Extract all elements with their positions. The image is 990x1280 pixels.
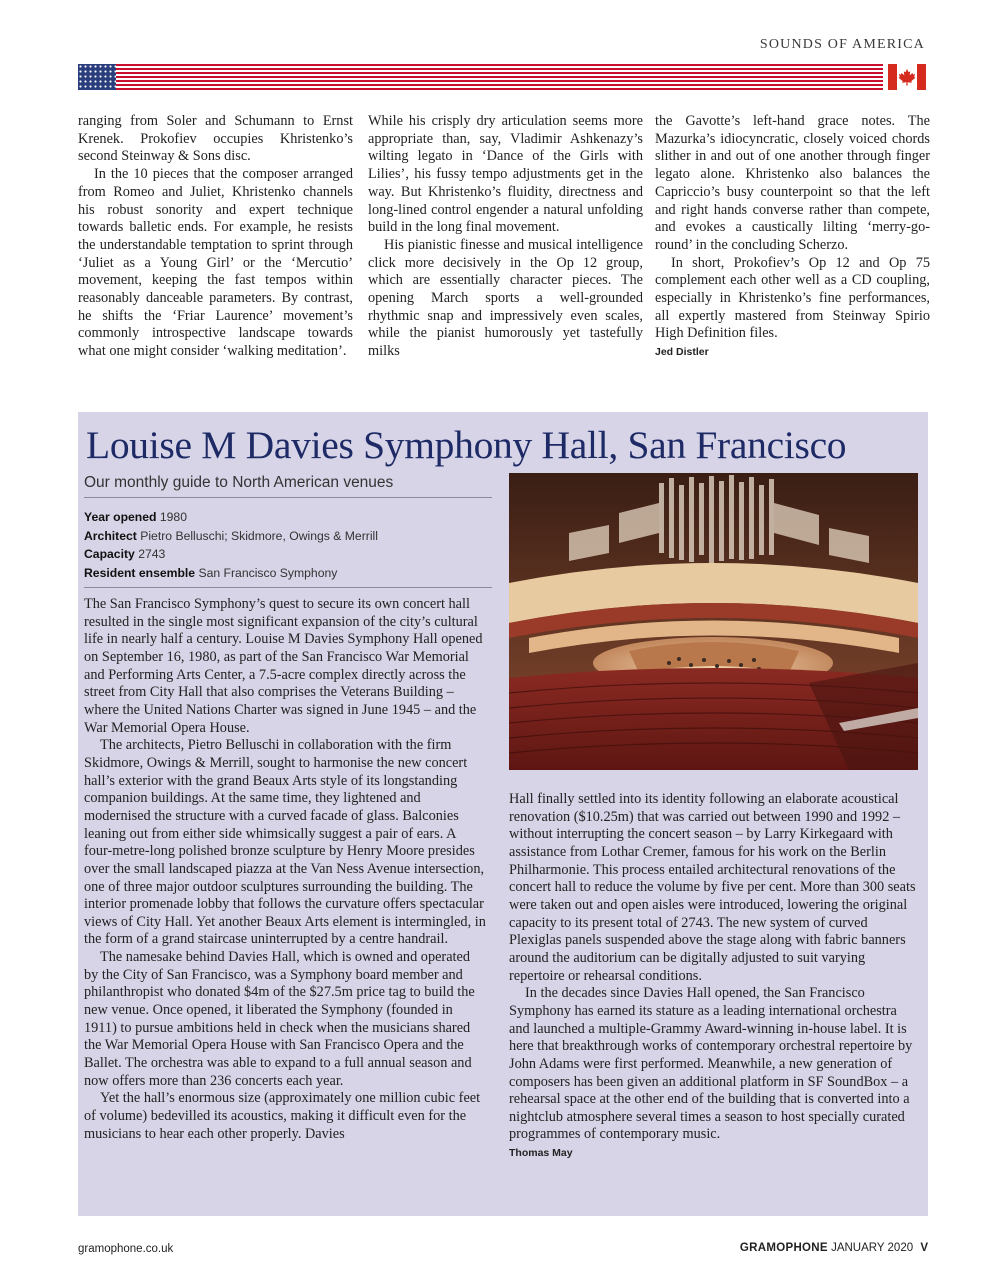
page-number: V [920,1242,928,1254]
footer-brand: GRAMOPHONE [739,1242,828,1254]
venue-paragraph: The architects, Pietro Belluschi in collaboration with the firm Skidmore, Owings & Merrill, sought to harmonise the new concert hall’s exterior with the grand Beaux Arts style of its longstanding companion buildings. At the same time, they lightened and modernised the structure with a curved facade of glass. Balconies leaning out from either side whimsically suggest a pair of ears. A four-metre-long polished bronze sculpture by Henry Moore presides over the small landscaped piazza at the Van Ness Avenue intersection, one of three major outdoor sculptures surrounding the building. The interior promenade lobby that follows the curvature offers spectacular views of City Hall. Yet another Beaux Arts element is intermingled, in the form of a grand staircase uninterrupted by a centre handrail. [84,737,486,948]
fact-resident-ensemble: Resident ensemble San Francisco Symphony [84,565,338,580]
review-paragraph: the Gavotte’s left-hand grace notes. The Mazurka’s idiocyncratic, closely voiced chords slither in and out of one another through finger legato alone. Khristenko also balances the Capriccio’s busy counterpoint so that the left and right hands converse rather than compete, and evokes a caustically lilting ‘merry-go-round’ in the concluding Scherzo. [655,113,930,253]
venue-subtitle: Our monthly guide to North American venues [84,474,492,498]
venue-facts [84,508,492,588]
review-column-2 [368,113,643,361]
venue-paragraph: Yet the hall’s enormous size (approximately one million cubic feet of volume) bedevilled its acoustics, making it difficult even for the musicians to hear each other properly. Davies [84,1090,481,1142]
venue-title: Louise M Davies Symphony Hall, San Francisco [86,423,847,467]
footer-website: gramophone.co.uk [78,1243,174,1255]
fact-capacity: Capacity 2743 [84,547,166,561]
review-column-1 [78,113,353,361]
fact-year-opened: Year opened 1980 [84,510,187,524]
footer-issue [740,1242,928,1254]
fact-architect: Architect Pietro Belluschi; Skidmore, Owings & Merrill [84,528,378,543]
review-paragraph: In the 10 pieces that the composer arranged from Romeo and Juliet, Khristenko channels his robust sonority and expert technique towards balletic ends. For example, he resists the understandable temptation to sprint through ‘Juliet as a Young Girl’ or the ‘Mercutio’ movement, keeping the fast tempos within reasonably danceable parameters. By contrast, he shifts the ‘Friar Laurence’ movement’s commonly introspective landscape towards what one might consider ‘walking meditation’. [78,166,353,360]
review-paragraph: In short, Prokofiev’s Op 12 and Op 75 complement each other well as a CD coupling, especially in Khristenko’s fine performances, all expertly mastered from Steinway Spirio High Definition files. [655,254,930,342]
section-title: SOUNDS OF AMERICA [759,37,925,52]
review-byline: Jed Distler [655,346,709,359]
review-column-3 [655,113,930,362]
concert-hall-interior-photo [509,473,918,770]
us-flag-icon [78,64,883,90]
review-paragraph: His pianistic finesse and musical intelligence click more decisively in the Op 12 group, which are essentially character pieces. The opening March sports a well-grounded rhythmic snap and impressively even scales, while the pianist humorously yet tastefully milks [368,236,643,360]
flag-banner [78,64,926,90]
venue-article-left [84,596,487,1143]
review-paragraph: While his crisply dry articulation seems more appropriate than, say, Vladimir Ashkenazy’s wilting legato in ‘Dance of the Girls with Lilies’, his fussy tempo adjustments get in the way. But Khristenko’s fluidity, directness and long-lined control engender a natural unfolding build in the long final movement. [368,113,643,236]
venue-article-right [509,791,917,1163]
venue-paragraph: The namesake behind Davies Hall, which is owned and operated by the City of San Francisco, was a Symphony board member and philanthropist who donated $4m of the $27.5m price tag to build the new venue. Once opened, it liberated the Symphony (founded in 1911) to pursue ambitions held in check when the musicians shared the War Memorial Opera House with San Francisco Opera and the Ballet. The orchestra was able to expand to a full annual season and now offers more than 236 concerts each year. [84,949,475,1089]
canada-flag-icon [888,64,926,90]
review-paragraph: ranging from Soler and Schumann to Ernst Krenek. Prokofiev occupies Khristenko’s second Steinway & Sons disc. [78,113,353,165]
venue-guide-box [78,412,928,1216]
venue-paragraph: Hall finally settled into its identity following an elaborate acoustical renovation ($10.25m) that was carried out between 1990 and 1992 – without interrupting the concert season – by Larry Kirkegaard with assistance from Lothar Cremer, famous for his work on the Berlin Philharmonie. This process entailed architectural renovations of the concert hall to reduce the volume by five per cent. More than 300 seats were taken out and open aisles were introduced, lowering the original capacity to its present total of 2743. The new system of curved Plexiglas panels suspended above the stage along with fabric banners around the auditorium can be digitally adjusted to suit varying repertoire or rehearsal conditions. [509,791,916,984]
venue-byline: Thomas May [509,1147,573,1160]
maple-leaf-icon [898,68,916,86]
footer-date: JANUARY 2020 [831,1242,914,1254]
venue-paragraph: In the decades since Davies Hall opened, the San Francisco Symphony has earned its stature as a leading international orchestra and launched a multiple-Grammy Award-winning in-house label. It is here that breakthrough works of contemporary orchestral repertoire by John Adams were first performed. Meanwhile, a new generation of composers has been given an additional platform in SF SoundBox – a rehearsal space at the other end of the building that is converted into a nightclub atmosphere several times a season to host specially curated programmes of contemporary music. [509,985,913,1143]
venue-paragraph: The San Francisco Symphony’s quest to secure its own concert hall resulted in the single most significant expansion of the city’s cultural life in nearly half a century. Louise M Davies Symphony Hall opened on September 16, 1980, as part of the San Francisco War Memorial and Performing Arts Center, a 7.5-acre complex directly across the street from City Hall that also comprises the Veterans Building – where the United Nations Charter was signed in June 1945 – and the War Memorial Opera House. [84,596,483,736]
us-flag-canton [78,64,116,90]
